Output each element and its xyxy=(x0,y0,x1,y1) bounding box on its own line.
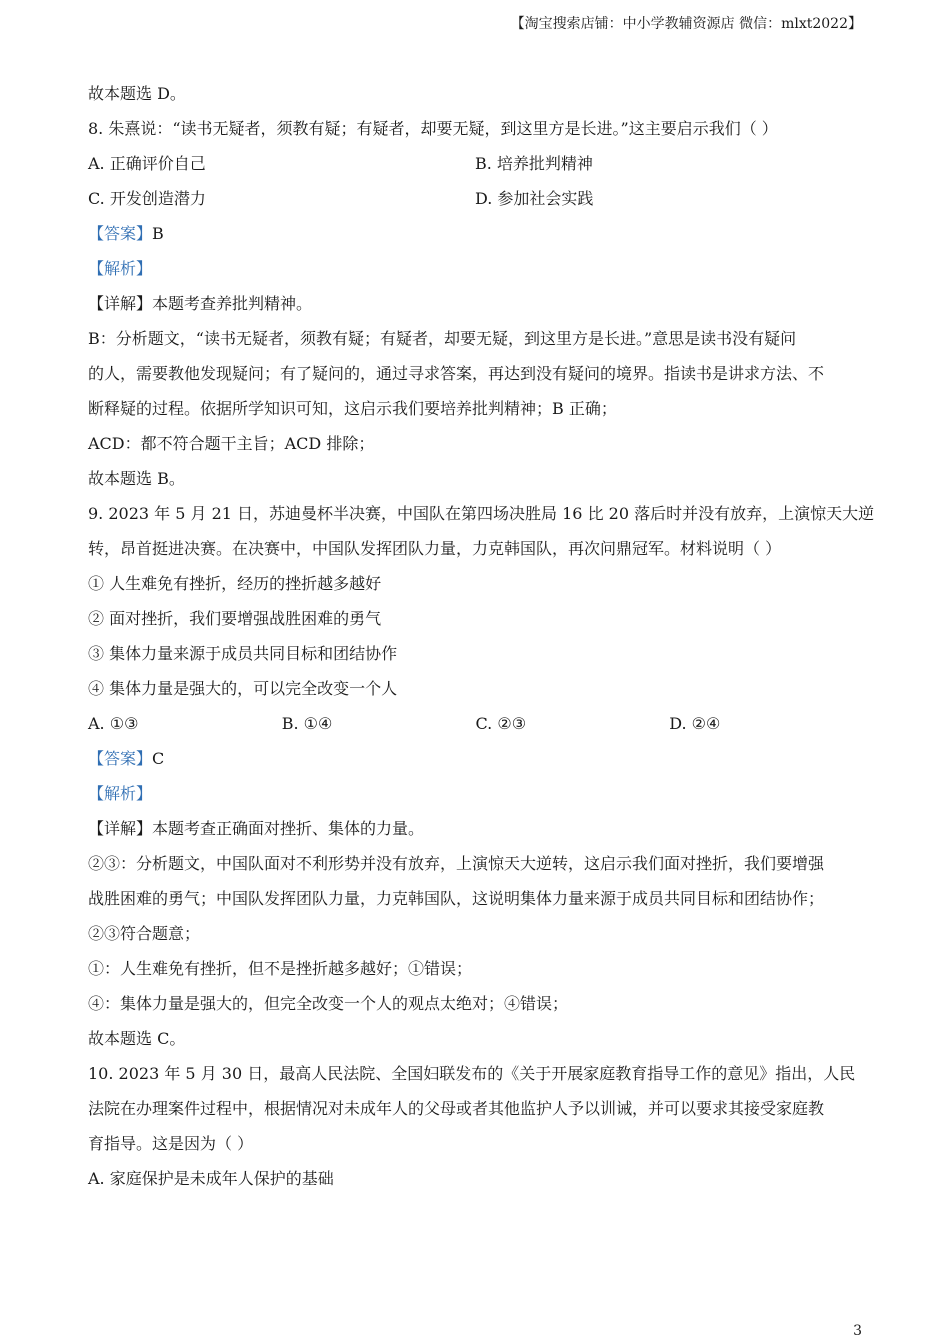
document-body xyxy=(88,76,875,1196)
text-line: 故本题选 D。 xyxy=(88,84,186,103)
detail-line xyxy=(88,811,863,846)
question-8-options-row-1 xyxy=(88,146,863,181)
text-line: 故本题选 C。 xyxy=(88,1029,186,1048)
page-number: 3 xyxy=(853,1323,862,1339)
analysis-tag: 【解析】 xyxy=(88,259,153,278)
text-line: ②③：分析题文，中国队面对不利形势并没有放弃，上演惊天大逆转，这启示我们面对挫折，我们要增强 xyxy=(88,854,825,873)
answer-tag: 【答案】 xyxy=(88,749,153,768)
text-line: 战胜困难的勇气；中国队发挥团队力量，力克韩国队，这说明集体力量来源于成员共同目标和团结协作； xyxy=(88,889,825,908)
text-line: B：分析题文，“读书无疑者，须教有疑；有疑者，却要无疑，到这里方是长进。”意思是读书没有疑问 xyxy=(88,329,797,348)
text-line: 故本题选 B。 xyxy=(88,469,185,488)
text-line: 断释疑的过程。依据所学知识可知，这启示我们要培养批判精神；B 正确； xyxy=(88,399,617,418)
option-c: C. ②③ xyxy=(475,714,527,733)
question-10-stem-1: 10. 2023 年 5 月 30 日，最高人民法院、全国妇联发布的《关于开展家庭教育指导工作的意见》指出，人民 xyxy=(88,1064,856,1083)
detail-tag: 【详解】 xyxy=(88,819,153,838)
text-line: 的人，需要教他发现疑问；有了疑问的，通过寻求答案，再达到没有疑问的境界。指读书是讲求方法、不 xyxy=(88,364,825,383)
answer-tag: 【答案】 xyxy=(88,224,153,243)
statement-4: ④ 集体力量是强大的，可以完全改变一个人 xyxy=(88,679,398,698)
question-10-stem-2: 法院在办理案件过程中，根据情况对未成年人的父母或者其他监护人予以训诫，并可以要求其接受家庭教 xyxy=(88,1099,825,1118)
option-b: B. 培养批判精神 xyxy=(475,154,593,173)
statement-2: ② 面对挫折，我们要增强战胜困难的勇气 xyxy=(88,609,382,628)
question-9-options xyxy=(88,706,863,741)
option-d: D. 参加社会实践 xyxy=(475,189,594,208)
option-a: A. ①③ xyxy=(88,714,139,733)
page-header: 【淘宝搜索店铺：中小学教辅资源店 微信：mlxt2022】 xyxy=(510,16,862,32)
text-line: ①：人生难免有挫折，但不是挫折越多越好；①错误； xyxy=(88,959,473,978)
statement-3: ③ 集体力量来源于成员共同目标和团结协作 xyxy=(88,644,398,663)
detail-text: 本题考查养批判精神。 xyxy=(152,294,313,313)
question-9-stem-2: 转，昂首挺进决赛。在决赛中，中国队发挥团队力量，力克韩国队，再次问鼎冠军。材料说明（ ） xyxy=(88,539,782,558)
option-a: A. 家庭保护是未成年人保护的基础 xyxy=(88,1169,334,1188)
answer-line xyxy=(88,216,863,251)
analysis-tag: 【解析】 xyxy=(88,784,153,803)
detail-text: 本题考查正确面对挫折、集体的力量。 xyxy=(152,819,425,838)
option-c: C. 开发创造潜力 xyxy=(88,189,206,208)
text-line: ④：集体力量是强大的，但完全改变一个人的观点太绝对；④错误； xyxy=(88,994,569,1013)
detail-line xyxy=(88,286,863,321)
question-9-stem-1: 9. 2023 年 5 月 21 日，苏迪曼杯半决赛，中国队在第四场决胜局 16 比 20 落后时并没有放弃，上演惊天大逆 xyxy=(88,504,875,523)
question-10-stem-3: 育指导。这是因为（ ） xyxy=(88,1134,254,1153)
answer-line xyxy=(88,741,863,776)
text-line: ②③符合题意； xyxy=(88,924,201,943)
option-a: A. 正确评价自己 xyxy=(88,154,206,173)
option-b: B. ①④ xyxy=(281,714,333,733)
text-line: ACD：都不符合题干主旨；ACD 排除； xyxy=(88,434,375,453)
question-8-stem: 8. 朱熹说：“读书无疑者，须教有疑；有疑者，却要无疑，到这里方是长进。”这主要启示我们（ ） xyxy=(88,119,778,138)
option-d: D. ②④ xyxy=(669,714,721,733)
answer-value: C xyxy=(152,749,165,768)
question-8-options-row-2 xyxy=(88,181,863,216)
detail-tag: 【详解】 xyxy=(88,294,153,313)
answer-value: B xyxy=(152,224,164,243)
statement-1: ① 人生难免有挫折，经历的挫折越多越好 xyxy=(88,574,382,593)
